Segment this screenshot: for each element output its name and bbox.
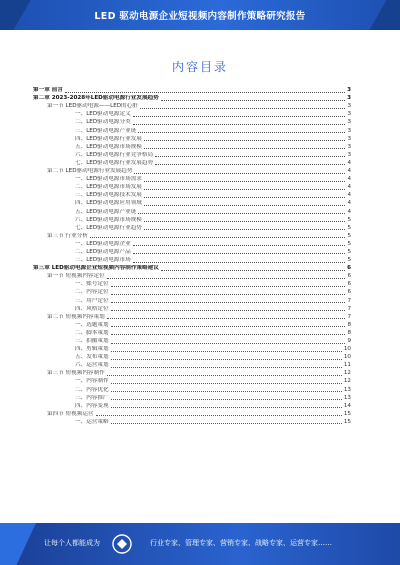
toc-entry-page: 9 — [347, 338, 351, 344]
toc-entry-page: 3 — [347, 103, 351, 110]
toc-leader-dots — [144, 229, 346, 230]
toc-entry-label: 第二章 2023-2028年LED驱动电源行业发展趋势 — [33, 95, 159, 102]
toc-entry[interactable] — [33, 135, 351, 143]
report-title: LED 驱动电源企业短视频内容制作策略研究报告 — [94, 11, 306, 22]
toc-entry-page: 10 — [343, 354, 351, 361]
toc-entry[interactable] — [33, 410, 351, 418]
toc-leader-dots — [111, 294, 346, 295]
toc-entry-page: 5 — [347, 224, 351, 231]
toc-entry[interactable] — [33, 313, 351, 321]
toc-leader-dots — [133, 253, 346, 254]
toc-leader-dots — [107, 318, 346, 319]
footer-logo-icon — [108, 532, 136, 556]
toc-entry-page: 4 — [347, 176, 351, 183]
toc-entry-label: 七、LED驱动电源行业发展趋势 — [75, 159, 154, 166]
toc-leader-dots — [111, 399, 342, 400]
toc-leader-dots — [65, 92, 345, 93]
toc-leader-dots — [111, 343, 346, 344]
toc-entry[interactable] — [33, 418, 351, 426]
toc-leader-dots — [111, 383, 342, 384]
toc-entry[interactable] — [33, 264, 351, 272]
toc-entry-page: 13 — [343, 386, 351, 393]
toc-leader-dots — [111, 359, 342, 360]
toc-entry-page: 13 — [343, 394, 351, 401]
toc-entry-page: 3 — [347, 119, 351, 126]
toc-entry[interactable] — [33, 240, 351, 248]
toc-entry-page: 3 — [347, 111, 351, 118]
toc-entry-label: 第三节 行业分析 — [47, 232, 88, 239]
toc-entry-label: 三、LED驱动电源市场 — [75, 257, 131, 264]
toc-entry[interactable] — [33, 337, 351, 345]
toc-entry[interactable] — [33, 353, 351, 361]
toc-entry-label: 三、内容推广 — [75, 394, 109, 401]
toc-entry-page: 7 — [347, 305, 351, 312]
footer-roles: 行业专家、管理专家、营销专家、战略专家、运营专家…… — [150, 539, 332, 547]
toc-entry[interactable] — [33, 167, 351, 175]
top-banner — [0, 0, 400, 30]
toc-leader-dots — [107, 278, 346, 279]
toc-entry[interactable] — [33, 345, 351, 353]
toc-entry-page: 6 — [347, 289, 351, 296]
toc-entry-label: 四、风格定位 — [75, 305, 109, 312]
toc-entry-label: 六、LED驱动电源行业竞争格局 — [75, 151, 154, 158]
toc-entry-page: 7 — [347, 313, 351, 320]
toc-leader-dots — [161, 100, 345, 101]
toc-entry-page: 15 — [343, 418, 351, 425]
toc-entry-page: 6 — [347, 273, 351, 280]
toc-entry-label: 六、LED驱动电源市场规模 — [75, 216, 142, 223]
toc-entry[interactable] — [33, 377, 351, 385]
toc-entry[interactable] — [33, 361, 351, 369]
toc-leader-dots — [107, 375, 342, 376]
toc-entry-page: 8 — [347, 321, 351, 328]
toc-entry[interactable] — [33, 86, 351, 94]
toc-entry[interactable] — [33, 296, 351, 304]
toc-leader-dots — [133, 124, 346, 125]
toc-entry-page: 4 — [347, 208, 351, 215]
toc-entry-label: 第二节 短视频内容策划 — [47, 313, 105, 320]
toc-leader-dots — [140, 108, 346, 109]
toc-entry-label: 一、内容制作 — [75, 378, 109, 385]
toc-entry[interactable] — [33, 394, 351, 402]
toc-entry[interactable] — [33, 256, 351, 264]
toc-entry-page: 3 — [347, 143, 351, 150]
toc-entry[interactable] — [33, 385, 351, 393]
toc-entry-label: 一、LED驱动电源企业 — [75, 240, 131, 247]
toc-title: 内容目录 — [171, 60, 228, 74]
toc-leader-dots — [111, 326, 346, 327]
toc-leader-dots — [111, 423, 342, 424]
toc-entry-label: 五、LED驱动电源产业链 — [75, 208, 137, 215]
toc-entry[interactable] — [33, 102, 351, 110]
toc-leader-dots — [111, 286, 346, 287]
toc-entry-label: 二、脚本策划 — [75, 329, 109, 336]
toc-entry-label: 二、内容优化 — [75, 386, 109, 393]
toc-entry-page: 4 — [347, 168, 351, 175]
toc-leader-dots — [155, 156, 345, 157]
toc-entry-label: 五、发布策划 — [75, 354, 109, 361]
toc-leader-dots — [111, 391, 342, 392]
toc-entry-page: 5 — [347, 216, 351, 223]
toc-leader-dots — [96, 415, 342, 416]
toc-leader-dots — [134, 173, 345, 174]
toc-leader-dots — [90, 237, 346, 238]
toc-entry-label: 三、用户定位 — [75, 297, 109, 304]
toc-entry-page: 12 — [343, 370, 351, 377]
toc-entry[interactable] — [33, 175, 351, 183]
toc-entry[interactable] — [33, 224, 351, 232]
toc-entry[interactable] — [33, 369, 351, 377]
toc-entry-label: 四、LED驱动电源行业发展 — [75, 135, 142, 142]
toc-entry-page: 4 — [347, 200, 351, 207]
toc-entry-label: 第二节 LED驱动电源行业发展趋势 — [47, 168, 133, 175]
toc-entry-label: 三、LED驱动电源产业链 — [75, 127, 137, 134]
toc-entry[interactable] — [33, 183, 351, 191]
toc-leader-dots — [133, 262, 346, 263]
toc-leader-dots — [144, 221, 346, 222]
toc-entry[interactable] — [33, 207, 351, 215]
toc-entry-label: 一、选题策划 — [75, 321, 109, 328]
toc-entry-label: 一、LED驱动电源定义 — [75, 111, 131, 118]
toc-entry-page: 3 — [347, 135, 351, 142]
toc-leader-dots — [111, 302, 346, 303]
toc-entry-label: 二、LED驱动电源产品 — [75, 248, 131, 255]
toc-entry-label: 第一节 LED驱动电源——LED的心脏 — [47, 103, 138, 110]
footer-accent — [0, 523, 36, 565]
toc-entry[interactable] — [33, 143, 351, 151]
toc-entry-label: 二、LED驱动电源分类 — [75, 119, 131, 126]
toc-entry[interactable] — [33, 216, 351, 224]
toc-entry-page: 14 — [343, 402, 351, 409]
toc-leader-dots — [111, 351, 342, 352]
toc-leader-dots — [111, 367, 342, 368]
toc-entry-label: 三、拍摄策划 — [75, 338, 109, 344]
toc-entry-page: 7 — [347, 297, 351, 304]
toc-entry-page: 5 — [347, 240, 351, 247]
toc-entry-label: 第一章 前言 — [33, 87, 63, 94]
toc-leader-dots — [155, 164, 345, 165]
toc-entry-label: 四、内容变现 — [75, 402, 109, 409]
toc-leader-dots — [111, 310, 346, 311]
toc-leader-dots — [144, 148, 346, 149]
toc-entry[interactable] — [33, 151, 351, 159]
toc-entry-label: 三、LED驱动电源技术发展 — [75, 192, 142, 199]
toc-leader-dots — [144, 205, 346, 206]
toc-leader-dots — [111, 334, 346, 335]
toc-entry-page: 3 — [347, 95, 351, 102]
toc-entry[interactable] — [33, 321, 351, 329]
toc-leader-dots — [133, 245, 346, 246]
toc-entry[interactable] — [33, 199, 351, 207]
footer-slogan: 让每个人都能成为 — [44, 539, 100, 547]
toc-leader-dots — [144, 140, 346, 141]
toc-entry-label: 四、剪辑策划 — [75, 346, 109, 353]
toc-entry[interactable] — [33, 232, 351, 240]
toc-entry[interactable] — [33, 248, 351, 256]
toc-leader-dots — [144, 189, 346, 190]
toc-entry-page: 10 — [343, 346, 351, 353]
toc-leader-dots — [161, 270, 345, 271]
toc-entry[interactable] — [33, 402, 351, 410]
toc-entry-page: 3 — [347, 87, 351, 94]
toc-entry[interactable] — [33, 329, 351, 337]
toc-leader-dots — [138, 132, 345, 133]
toc-entry[interactable] — [33, 159, 351, 167]
toc-entry-label: 一、账号定位 — [75, 281, 109, 288]
toc-entry-label: 第四节 短视频运营 — [47, 410, 94, 417]
toc-entry-label: 第三节 短视频内容制作 — [47, 370, 105, 377]
toc-entry-label: 五、LED驱动电源市场规模 — [75, 143, 142, 150]
toc-entry-page: 4 — [347, 184, 351, 191]
toc-entry[interactable] — [33, 126, 351, 134]
toc-entry[interactable] — [33, 191, 351, 199]
toc-entry[interactable] — [33, 118, 351, 126]
toc-entry-page: 5 — [347, 248, 351, 255]
toc-entry[interactable] — [33, 272, 351, 280]
toc-entry-label: 二、LED驱动电源市场发展 — [75, 184, 142, 191]
toc-entry-label: 二、内容定位 — [75, 289, 109, 296]
table-of-contents — [33, 86, 351, 426]
toc-entry-page: 3 — [347, 127, 351, 134]
toc-entry-label: 七、LED驱动电源行业趋势 — [75, 224, 142, 231]
footer-banner — [0, 523, 400, 565]
toc-entry-page: 5 — [347, 232, 351, 239]
toc-entry-page: 12 — [343, 378, 351, 385]
toc-leader-dots — [138, 213, 345, 214]
toc-entry-label: 第三章 LED驱动电源企业短视频内容制作策略建议 — [33, 265, 159, 272]
toc-entry[interactable] — [33, 110, 351, 118]
toc-entry-page: 3 — [347, 151, 351, 158]
toc-entry-page: 4 — [347, 159, 351, 166]
toc-entry[interactable] — [33, 94, 351, 102]
toc-entry[interactable] — [33, 305, 351, 313]
toc-entry-label: 一、LED驱动电源市场需求 — [75, 176, 142, 183]
toc-entry-page: 8 — [347, 329, 351, 336]
toc-entry-page: 4 — [347, 192, 351, 199]
toc-entry-page: 6 — [347, 265, 351, 272]
toc-entry-page: 15 — [343, 410, 351, 417]
toc-entry[interactable] — [33, 288, 351, 296]
toc-leader-dots — [144, 197, 346, 198]
toc-entry-label: 四、LED驱动电源应用领域 — [75, 200, 142, 207]
toc-entry-label: 六、运营策划 — [75, 362, 109, 369]
toc-entry-page: 5 — [347, 257, 351, 264]
toc-entry-label: 第一节 短视频内容定位 — [47, 273, 105, 280]
toc-leader-dots — [111, 407, 342, 408]
toc-entry-label: 一、运营策略 — [75, 418, 109, 425]
toc-leader-dots — [144, 181, 346, 182]
toc-entry-page: 6 — [347, 281, 351, 288]
toc-leader-dots — [133, 116, 346, 117]
toc-entry-page: 11 — [343, 362, 351, 369]
toc-entry[interactable] — [33, 280, 351, 288]
